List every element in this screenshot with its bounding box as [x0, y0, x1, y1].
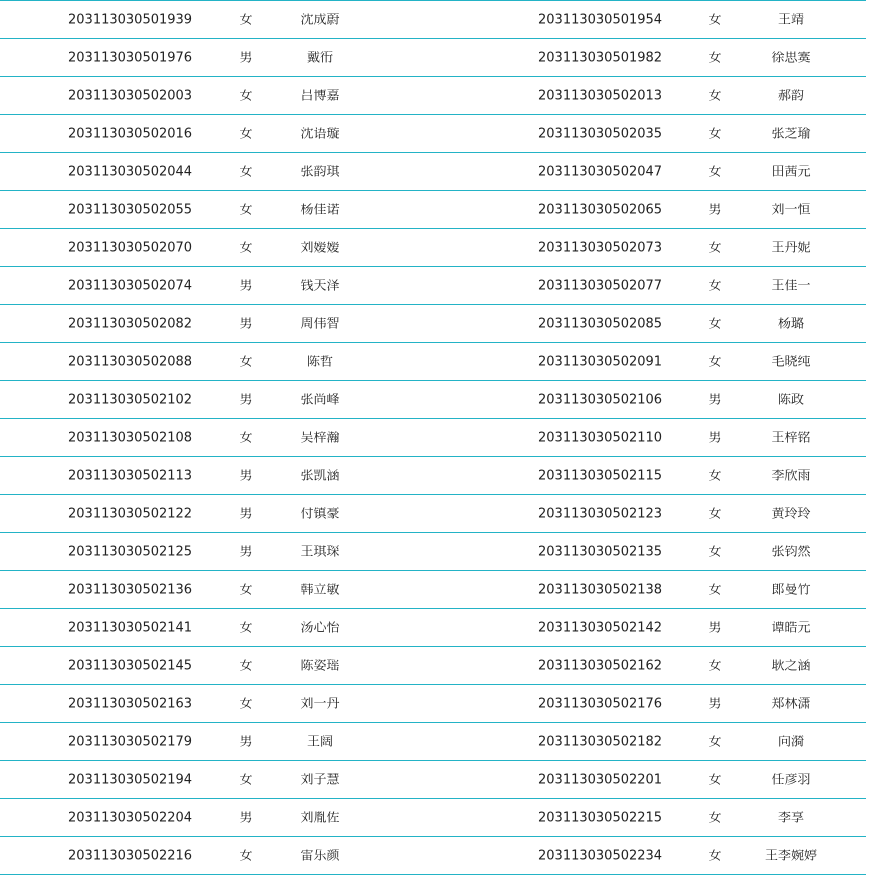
table-row: [0, 267, 866, 305]
gender-right: 女: [708, 355, 722, 368]
gender-left: 男: [239, 811, 253, 824]
student-id-right: 203113030502135: [538, 545, 663, 558]
student-name-left: 刘嫒嫒: [300, 241, 340, 254]
student-id-right: 203113030502176: [538, 697, 663, 710]
gender-right: 女: [708, 545, 722, 558]
student-name-right: 王李婉婷: [764, 849, 817, 862]
gender-right: 女: [708, 241, 722, 254]
student-name-left: 陈哲: [306, 355, 333, 368]
student-id-left: 203113030501939: [68, 13, 193, 26]
gender-left: 女: [239, 127, 253, 140]
student-id-right: 203113030502065: [538, 203, 663, 216]
student-id-right: 203113030502138: [538, 583, 663, 596]
student-name-left: 沈语璇: [300, 127, 340, 140]
table-row: [0, 153, 866, 191]
gender-right: 男: [708, 431, 722, 444]
gender-left: 男: [239, 469, 253, 482]
student-name-left: 张尚峰: [300, 393, 340, 406]
gender-left: 女: [239, 203, 253, 216]
student-name-right: 郑林潇: [771, 697, 811, 710]
student-id-right: 203113030502162: [538, 659, 663, 672]
gender-left: 男: [239, 545, 253, 558]
student-id-right: 203113030502091: [538, 355, 663, 368]
student-id-left: 203113030502070: [68, 241, 193, 254]
gender-right: 男: [708, 393, 722, 406]
student-name-right: 田茜元: [771, 165, 811, 178]
student-name-right: 向漪: [777, 735, 804, 748]
student-id-left: 203113030502122: [68, 507, 193, 520]
table-row: [0, 609, 866, 647]
gender-right: 女: [708, 659, 722, 672]
gender-left: 男: [239, 507, 253, 520]
student-name-left: 张凯涵: [300, 469, 340, 482]
student-id-left: 203113030502216: [68, 849, 193, 862]
table-row: [0, 799, 866, 837]
student-id-right: 203113030502110: [538, 431, 663, 444]
table-row: [0, 115, 866, 153]
student-name-right: 陈政: [777, 393, 804, 406]
gender-left: 男: [239, 51, 253, 64]
student-name-right: 毛晓纯: [771, 355, 811, 368]
student-id-right: 203113030502047: [538, 165, 663, 178]
gender-right: 女: [708, 279, 722, 292]
student-name-left: 刘一丹: [300, 697, 340, 710]
student-id-right: 203113030502085: [538, 317, 663, 330]
student-name-right: 王丹妮: [771, 241, 811, 254]
student-name-left: 王琪琛: [300, 545, 340, 558]
student-name-left: 张韵琪: [300, 165, 340, 178]
gender-left: 女: [239, 13, 253, 26]
gender-left: 女: [239, 431, 253, 444]
student-name-right: 张芝瑜: [771, 127, 811, 140]
gender-left: 男: [239, 317, 253, 330]
student-id-left: 203113030502141: [68, 621, 193, 634]
table-row: [0, 457, 866, 495]
gender-left: 女: [239, 621, 253, 634]
gender-right: 女: [708, 583, 722, 596]
student-name-left: 钱天泽: [300, 279, 340, 292]
gender-left: 女: [239, 89, 253, 102]
gender-left: 女: [239, 773, 253, 786]
table-row: [0, 419, 866, 457]
gender-left: 女: [239, 659, 253, 672]
gender-right: 女: [708, 811, 722, 824]
gender-right: 女: [708, 849, 722, 862]
student-id-right: 203113030501954: [538, 13, 663, 26]
student-name-right: 杨璐: [777, 317, 804, 330]
student-name-left: 韩立敏: [300, 583, 340, 596]
table-row: [0, 495, 866, 533]
table-row: [0, 647, 866, 685]
student-name-left: 吕博嘉: [300, 89, 340, 102]
student-name-right: 王梓铭: [771, 431, 811, 444]
gender-left: 女: [239, 165, 253, 178]
table-row: [0, 39, 866, 77]
table-row: [0, 191, 866, 229]
student-name-left: 王阔: [306, 735, 333, 748]
gender-right: 男: [708, 621, 722, 634]
gender-left: 女: [239, 355, 253, 368]
student-id-left: 203113030501976: [68, 51, 193, 64]
table-row: [0, 533, 866, 571]
student-id-left: 203113030502082: [68, 317, 193, 330]
student-id-left: 203113030502113: [68, 469, 193, 482]
student-id-left: 203113030502003: [68, 89, 193, 102]
table-row: [0, 571, 866, 609]
student-id-right: 203113030501982: [538, 51, 663, 64]
student-id-right: 203113030502234: [538, 849, 663, 862]
gender-left: 男: [239, 279, 253, 292]
table-row: [0, 229, 866, 267]
student-id-left: 203113030502125: [68, 545, 193, 558]
gender-left: 女: [239, 697, 253, 710]
student-name-left: 沈成蔚: [300, 13, 340, 26]
gender-right: 男: [708, 697, 722, 710]
student-id-right: 203113030502077: [538, 279, 663, 292]
table-row: [0, 1, 866, 39]
student-name-left: 周伟智: [300, 317, 340, 330]
gender-right: 女: [708, 51, 722, 64]
gender-left: 女: [239, 241, 253, 254]
student-id-left: 203113030502145: [68, 659, 193, 672]
student-id-right: 203113030502115: [538, 469, 663, 482]
student-id-left: 203113030502163: [68, 697, 193, 710]
student-id-right: 203113030502123: [538, 507, 663, 520]
student-name-right: 郎曼竹: [771, 583, 811, 596]
student-name-right: 任彦羽: [771, 773, 811, 786]
student-name-left: 汤心怡: [300, 621, 340, 634]
student-name-left: 杨佳诺: [300, 203, 340, 216]
student-id-right: 203113030502106: [538, 393, 663, 406]
gender-right: 女: [708, 773, 722, 786]
student-name-right: 李欣雨: [771, 469, 811, 482]
student-name-left: 吴梓瀚: [300, 431, 340, 444]
student-id-right: 203113030502142: [538, 621, 663, 634]
table-row: [0, 837, 866, 875]
student-name-left: 刘子慧: [300, 773, 340, 786]
student-name-right: 张钧然: [771, 545, 811, 558]
gender-left: 男: [239, 735, 253, 748]
student-id-right: 203113030502201: [538, 773, 663, 786]
student-name-right: 王佳一: [771, 279, 811, 292]
table-row: [0, 77, 866, 115]
gender-right: 女: [708, 469, 722, 482]
student-id-left: 203113030502194: [68, 773, 193, 786]
student-id-left: 203113030502016: [68, 127, 193, 140]
student-name-left: 戴衎: [306, 51, 333, 64]
gender-right: 女: [708, 507, 722, 520]
student-id-right: 203113030502073: [538, 241, 663, 254]
student-name-right: 黄玲玲: [771, 507, 811, 520]
student-id-left: 203113030502102: [68, 393, 193, 406]
student-name-right: 李享: [777, 811, 804, 824]
gender-right: 女: [708, 317, 722, 330]
table-row: [0, 343, 866, 381]
student-id-left: 203113030502108: [68, 431, 193, 444]
gender-right: 女: [708, 735, 722, 748]
table-row: [0, 685, 866, 723]
student-id-right: 203113030502013: [538, 89, 663, 102]
gender-left: 女: [239, 849, 253, 862]
gender-left: 男: [239, 393, 253, 406]
table-row: [0, 723, 866, 761]
student-name-right: 郝韵: [777, 89, 804, 102]
gender-right: 男: [708, 203, 722, 216]
student-name-left: 付镇豪: [300, 507, 340, 520]
student-name-left: 刘胤佐: [300, 811, 340, 824]
student-name-right: 谭皓元: [771, 621, 811, 634]
gender-left: 女: [239, 583, 253, 596]
student-id-right: 203113030502035: [538, 127, 663, 140]
student-id-right: 203113030502215: [538, 811, 663, 824]
gender-right: 女: [708, 127, 722, 140]
table-row: [0, 761, 866, 799]
student-name-right: 耿之涵: [771, 659, 811, 672]
table-row: [0, 305, 866, 343]
student-name-left: 陈姿瑶: [300, 659, 340, 672]
student-id-left: 203113030502088: [68, 355, 193, 368]
student-id-left: 203113030502136: [68, 583, 193, 596]
student-id-left: 203113030502204: [68, 811, 193, 824]
student-id-left: 203113030502044: [68, 165, 193, 178]
table-row: [0, 381, 866, 419]
student-id-left: 203113030502055: [68, 203, 193, 216]
student-id-right: 203113030502182: [538, 735, 663, 748]
gender-right: 女: [708, 165, 722, 178]
student-name-right: 刘一恒: [771, 203, 811, 216]
gender-right: 女: [708, 13, 722, 26]
gender-right: 女: [708, 89, 722, 102]
student-id-left: 203113030502074: [68, 279, 193, 292]
student-id-left: 203113030502179: [68, 735, 193, 748]
student-name-right: 王靖: [777, 13, 804, 26]
student-name-right: 徐思霙: [771, 51, 811, 64]
student-name-left: 雷乐颜: [300, 849, 340, 862]
